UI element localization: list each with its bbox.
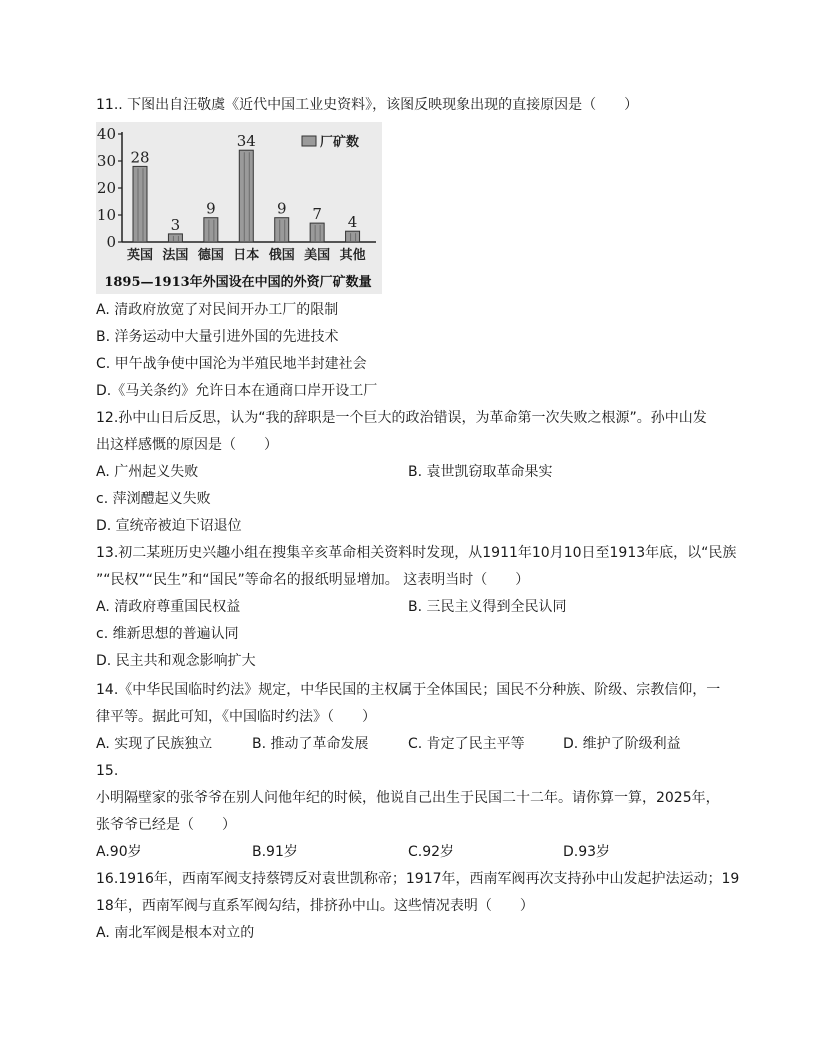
y-tick-label: 10 xyxy=(96,206,116,224)
data-label: 4 xyxy=(347,213,358,232)
category-label: 英国 xyxy=(126,248,154,263)
y-tick-label: 20 xyxy=(96,179,116,197)
data-label: 34 xyxy=(236,132,256,151)
legend-swatch xyxy=(302,136,316,146)
chart-title: 1895—1913年外国设在中国的外资厂矿数量 xyxy=(104,275,372,290)
q11-option-d: D.《马关条约》允许日本在通商口岸开设工厂 xyxy=(96,383,378,399)
q15-option-a: A.90岁 xyxy=(96,844,142,860)
q11-option-b: B. 洋务运动中大量引进外国的先进技术 xyxy=(96,329,339,345)
q12-option-d: D. 宣统帝被迫下诏退位 xyxy=(96,518,242,534)
q12-stem-line1: 12.孙中山日后反思，认为“我的辞职是一个巨大的政治错误，为革命第一次失败之根源”。孙中山发 xyxy=(96,410,707,426)
bar xyxy=(168,234,182,242)
q13-option-d: D. 民主共和观念影响扩大 xyxy=(96,653,256,669)
q12-stem-line2: 出这样感慨的原因是（ ） xyxy=(96,437,278,453)
q14-stem-line1: 14.《中华民国临时约法》规定，中华民国的主权属于全体国民；国民不分种族、阶级、宗教信仰，一 xyxy=(96,682,721,698)
legend-label: 厂矿数 xyxy=(320,135,360,150)
q14-option-b: B. 推动了革命发展 xyxy=(252,736,369,752)
y-tick-label: 40 xyxy=(96,125,116,143)
q11-stem: 11.. 下图出自汪敬虞《近代中国工业史资料》，该图反映现象出现的直接原因是（ ） xyxy=(96,97,639,113)
bar xyxy=(346,231,360,242)
q11-option-a: A. 清政府放宽了对民间开办工厂的限制 xyxy=(96,302,339,318)
q16-option-a: A. 南北军阀是根本对立的 xyxy=(96,925,255,941)
bar-chart-svg xyxy=(96,122,382,294)
category-label: 俄国 xyxy=(268,248,295,263)
category-label: 日本 xyxy=(233,248,260,263)
data-label: 7 xyxy=(312,205,322,224)
bar-chart xyxy=(96,122,382,294)
q14-option-d: D. 维护了阶级利益 xyxy=(563,736,681,752)
q12-option-a: A. 广州起义失败 xyxy=(96,464,199,480)
bar xyxy=(204,218,218,242)
q16-stem-line2: 18年，西南军阀与直系军阀勾结，排挤孙中山。这些情况表明（ ） xyxy=(96,898,534,914)
bar xyxy=(239,150,253,242)
category-label: 德国 xyxy=(197,248,224,263)
q14-option-c: C. 肯定了民主平等 xyxy=(408,736,525,752)
q13-stem-line1: 13.初二某班历史兴趣小组在搜集辛亥革命相关资料时发现，从1911年10月10日至1913年底，以“民族 xyxy=(96,545,737,561)
q14-option-a: A. 实现了民族独立 xyxy=(96,736,213,752)
q13-stem-line2: ”“民权”“民生”和“国民”等命名的报纸明显增加。 这表明当时（ ） xyxy=(96,572,530,588)
q15-number: 15. xyxy=(96,763,119,779)
q13-option-c: c. 维新思想的普遍认同 xyxy=(96,626,239,642)
q15-option-d: D.93岁 xyxy=(563,844,611,860)
q13-option-b: B. 三民主义得到全民认同 xyxy=(408,599,567,615)
q11-option-c: C. 甲午战争使中国沦为半殖民地半封建社会 xyxy=(96,356,367,372)
data-label: 3 xyxy=(170,215,181,234)
q15-stem-line1: 小明隔壁家的张爷爷在别人问他年纪的时候，他说自己出生于民国二十二年。请你算一算，2025年， xyxy=(96,790,720,806)
bar xyxy=(310,223,324,242)
q15-option-b: B.91岁 xyxy=(252,844,298,860)
category-label: 其他 xyxy=(339,248,366,263)
data-label: 9 xyxy=(276,199,287,218)
q14-stem-line2: 律平等。据此可知，《中国临时约法》（ ） xyxy=(96,709,376,725)
data-label: 28 xyxy=(130,148,150,167)
q15-stem-line2: 张爷爷已经是（ ） xyxy=(96,817,236,833)
q15-option-c: C.92岁 xyxy=(408,844,455,860)
category-label: 美国 xyxy=(304,248,331,263)
data-label: 9 xyxy=(206,199,216,218)
bar xyxy=(275,218,289,242)
q16-stem-line1: 16.1916年，西南军阀支持蔡锷反对袁世凯称帝；1917年，西南军阀再次支持孙中山发起护法运动；19 xyxy=(96,871,740,887)
q12-option-b: B. 袁世凯窃取革命果实 xyxy=(408,464,553,480)
q12-option-c: c. 萍浏醴起义失败 xyxy=(96,491,211,507)
category-label: 法国 xyxy=(162,248,189,263)
bar xyxy=(133,166,147,242)
y-tick-label: 30 xyxy=(96,152,116,170)
y-tick-label: 0 xyxy=(106,233,116,251)
q13-option-a: A. 清政府尊重国民权益 xyxy=(96,599,241,615)
